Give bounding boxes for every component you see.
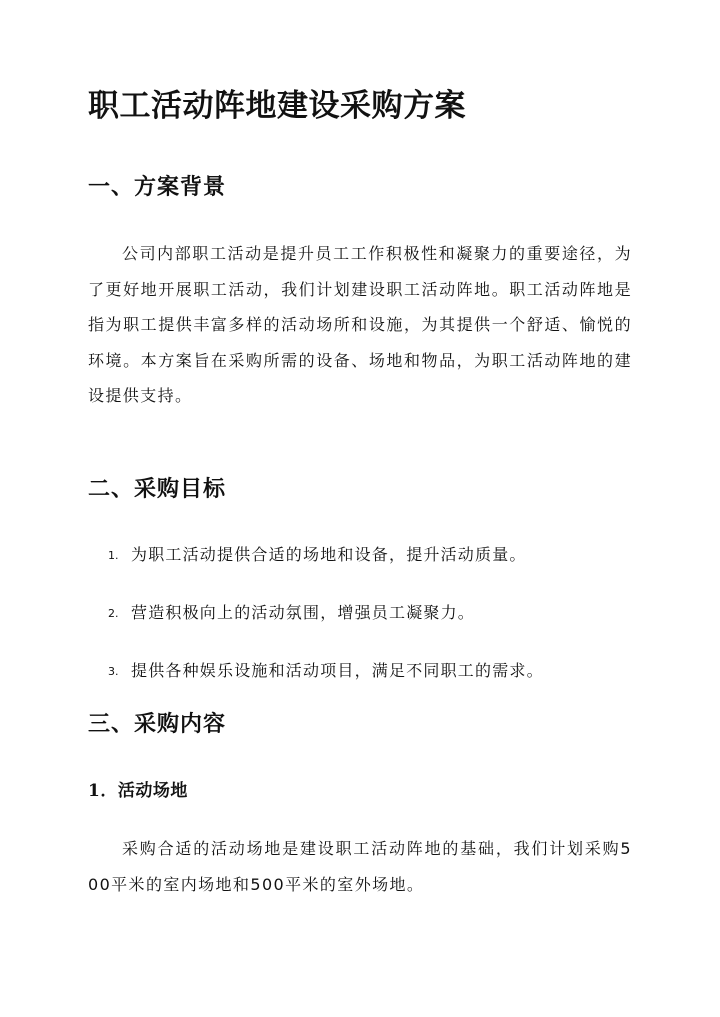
subsection-heading-venue: 1．活动场地 [88,781,188,801]
list-item-number: 2. [108,607,119,620]
section-heading-background: 一、方案背景 [88,174,227,200]
background-paragraph: 公司内部职工活动是提升员工工作积极性和凝聚力的重要途径，为了更好地开展职工活动，我们计划建设职工活动阵地。职工活动阵地是指为职工提供丰富多样的活动场所和设施，为其提供一个舒适、愉悦的环境。本方案旨在采购所需的设备、场地和物品，为职工活动阵地的建设提供支持。 [88,244,632,405]
goals-list [88,542,648,716]
list-item-number: 3. [108,665,119,678]
section-heading-goals: 二、采购目标 [88,476,227,502]
venue-paragraph: 采购合适的活动场地是建设职工活动阵地的基础，我们计划采购500平米的室内场地和500平米的室外场地。 [88,839,632,894]
document-title: 职工活动阵地建设采购方案 [88,88,466,124]
list-item [88,600,648,658]
list-item [88,542,648,600]
section-heading-contents: 三、采购内容 [88,711,227,737]
list-item-text: 营造积极向上的活动氛围，增强员工凝聚力。 [131,603,476,622]
list-item-text: 为职工活动提供合适的场地和设备，提升活动质量。 [131,545,527,564]
list-item-text: 提供各种娱乐设施和活动项目，满足不同职工的需求。 [131,661,544,680]
list-item-number: 1. [108,549,119,562]
